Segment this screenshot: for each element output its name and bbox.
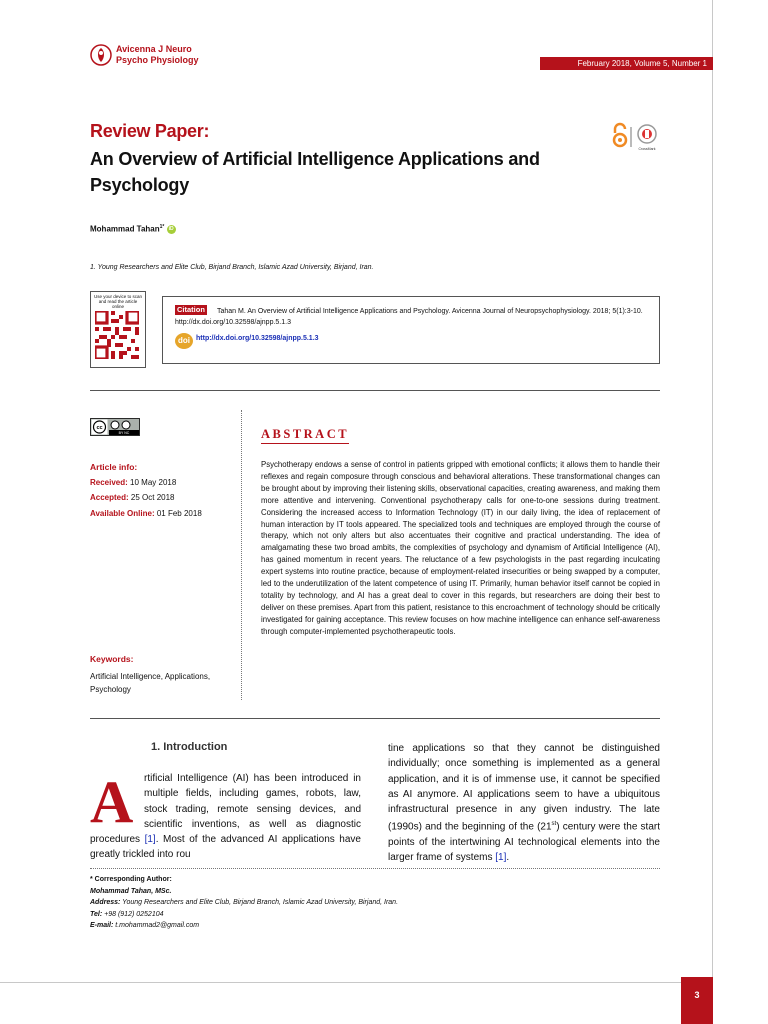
citation-text: Tahan M. An Overview of Artificial Intelligence Applications and Psychology. Avicenna Journal of Neuropsychophysiology. 2018; 5(1):3-10. http://dx.doi.org/10.32598/ajnpp.5.1.3 bbox=[175, 308, 643, 326]
corr-email-label: E-mail: bbox=[90, 922, 114, 929]
article-info-title: Article info: bbox=[90, 462, 138, 472]
online-label: Available Online: bbox=[90, 509, 155, 518]
divider bbox=[90, 718, 660, 719]
abstract-text: Psychotherapy endows a sense of control in patients gripped with emotional conflicts; it allows them to handle their reflexes and regain composure through conscious and behavioral alterations. These transformational changes can be brought about by improving their listening skills, observational capacities, creating awareness, and making them more attentive and intervening. Conventional psychotherapy calls for one-to-one sessions during treatment. Considering the increased access to Information Technology (IT) in our daily living, the idea of replacement of human interaction by IT tools appeared. The specialized tools and techniques are employed through the course of therapy, which not only alters but also accentuates their cognitive and practical understanding. The idea of amalgamating these two broad ambits, the complexities of psychology and dynamism of Artificial Intelligence (AI), has gained momentum in recent years. The reluctance of a few psychologists in the past regarding inculcating expert systems into routine practice, because of employment-related insecurities or being swapped by a computer, led to the underutilization of the latent competence of using IT. Primarily, human behavior itself cannot be copied in totality by technology, and AI has a great deal to cover in this regards, but researchers are doing their best to deliver on these premises. Apart from this patient, resistance to this encroachment of technology should be critically investigated for gaining acceptance. This review focuses on how machine intelligence can enhance self-awareness through computer-implemented psychotherapeutic tools. bbox=[261, 460, 660, 636]
doi-link[interactable]: http://dx.doi.org/10.32598/ajnpp.5.1.3 bbox=[196, 335, 319, 342]
intro-col1-text: rtificial Intelligence (AI) has been introduced in multiple fields, including games, robots, law, stock trading, remote sensing devices, and scientific inventions, as well as diagnostic procedures bbox=[90, 773, 361, 846]
footnote-divider bbox=[90, 868, 660, 869]
online-row bbox=[90, 509, 202, 518]
corresponding-author bbox=[90, 874, 660, 932]
intro-column-2 bbox=[388, 741, 660, 866]
keywords-title: Keywords: bbox=[90, 654, 134, 664]
doi-icon: doi bbox=[175, 333, 193, 349]
intro-col2-text: tine applications so that they cannot be distinguished individually; once something is implemented as a general application, and it is of immense use, it cannot be specified as AI anymore. AI applications seem to have a ubiquitous infrastructural presence in any given industry. The late (1990s) and the beginning of the (21 bbox=[388, 743, 660, 833]
crossmark-icon bbox=[638, 125, 656, 151]
journal-name bbox=[116, 44, 199, 66]
corr-email[interactable]: t.mohammad2@gmail.com bbox=[115, 922, 200, 929]
paper-title: An Overview of Artificial Intelligence Applications and Psychology bbox=[90, 149, 540, 195]
accepted-row bbox=[90, 493, 175, 502]
svg-text:cc: cc bbox=[96, 425, 103, 431]
open-access-icon bbox=[614, 124, 626, 146]
corr-address: Young Researchers and Elite Club, Birjand Branch, Islamic Azad University, Birjand, Iran. bbox=[122, 899, 399, 906]
reference-link[interactable]: [1] bbox=[495, 852, 507, 864]
intro-column-1 bbox=[90, 771, 361, 863]
intro-col1-text2: . Most of the advanced AI applications have greatly trickled into rou bbox=[90, 834, 361, 861]
qr-code-icon[interactable] bbox=[95, 311, 139, 359]
license-badge-text: BY NC bbox=[118, 431, 130, 435]
citation-label: Citation bbox=[177, 305, 205, 314]
issue-banner: February 2018, Volume 5, Number 1 bbox=[540, 57, 713, 70]
margin-rule bbox=[712, 0, 713, 1024]
keywords-text: Artificial Intelligence, Applications, Psychology bbox=[90, 672, 211, 694]
journal-name-line2: Psycho Physiology bbox=[116, 55, 199, 65]
abstract-title: ABSTRACT bbox=[261, 427, 349, 444]
column-divider bbox=[241, 410, 242, 700]
accepted-label: Accepted: bbox=[90, 493, 129, 502]
received-row bbox=[90, 478, 176, 487]
footer-rule bbox=[0, 982, 712, 983]
corr-tel: +98 (912) 0252104 bbox=[104, 910, 164, 918]
divider bbox=[90, 390, 660, 391]
author-sup: 1* bbox=[159, 224, 165, 230]
corr-name: Mohammad Tahan, MSc. bbox=[90, 887, 172, 895]
intro-col2-text2: ) century were the start points of the intertwining AI technological elements into the larger frame of systems bbox=[388, 821, 660, 864]
reference-link[interactable]: [1] bbox=[144, 834, 156, 846]
creative-commons-license-icon[interactable] bbox=[90, 418, 140, 436]
accepted-date: 25 Oct 2018 bbox=[130, 493, 175, 502]
orcid-icon[interactable]: iD bbox=[168, 226, 174, 233]
received-label: Received: bbox=[90, 478, 128, 487]
page-number: 3 bbox=[681, 977, 713, 1024]
paper-type: Review Paper: bbox=[90, 121, 210, 141]
corr-tel-label: Tel: bbox=[90, 910, 103, 918]
journal-logo-icon bbox=[90, 43, 112, 67]
open-access-crossmark-icons bbox=[610, 121, 660, 151]
author-name-text: Mohammad Tahan bbox=[90, 224, 160, 234]
intro-col2-end: . bbox=[506, 852, 510, 864]
affiliation: 1. Young Researchers and Elite Club, Birjand Branch, Islamic Azad University, Birjand, Iran. bbox=[90, 264, 374, 271]
author-name bbox=[90, 224, 176, 234]
journal-name-line1: Avicenna J Neuro bbox=[116, 44, 192, 54]
qr-caption: Use your device to scan and read the article online bbox=[93, 294, 143, 309]
received-date: 10 May 2018 bbox=[130, 478, 177, 487]
corr-heading: * Corresponding Author: bbox=[90, 876, 172, 883]
svg-text:CrossMark: CrossMark bbox=[638, 147, 656, 151]
online-date: 01 Feb 2018 bbox=[156, 509, 202, 518]
intro-col2-sup: st bbox=[551, 821, 557, 828]
section-heading: 1. Introduction bbox=[151, 741, 228, 753]
dropcap: A bbox=[90, 769, 134, 835]
corr-address-label: Address: bbox=[90, 899, 121, 906]
